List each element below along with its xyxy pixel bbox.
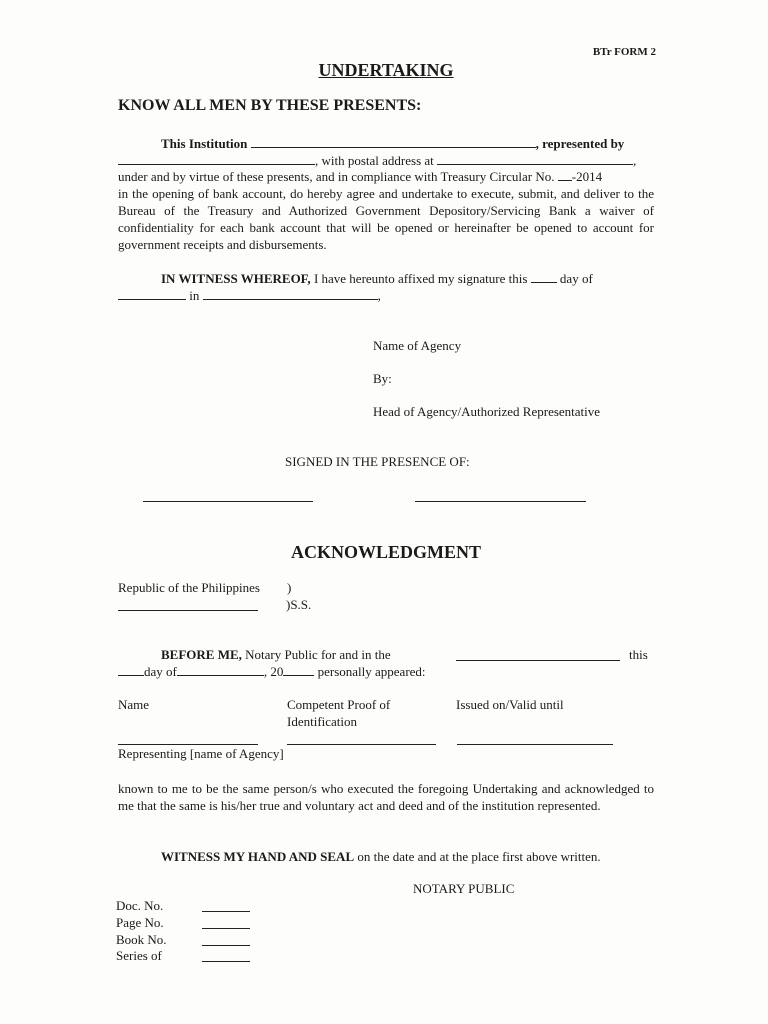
place-comma: , — [377, 288, 381, 303]
witness-whereof-line — [161, 270, 593, 287]
republic-label: Republic of the Philippines — [118, 580, 260, 595]
head-of-agency-label: Head of Agency/Authorized Representative — [373, 404, 601, 419]
book-no-blank[interactable] — [202, 945, 250, 946]
col-proof-label-2: Identification — [287, 714, 358, 729]
appearance-year-blank[interactable] — [283, 663, 314, 676]
notary-public-label: NOTARY PUBLIC — [413, 881, 515, 896]
personally-appeared-label: personally appeared: — [317, 664, 426, 679]
appearance-20: , 20 — [263, 664, 284, 679]
circular-number-blank[interactable] — [558, 168, 572, 181]
circular-text: under and by virtue of these presents, and in compliance with Treasury Circular No. — [118, 169, 555, 184]
representing-label: Representing [name of Agency] — [118, 746, 284, 761]
representative-blank[interactable] — [118, 152, 315, 165]
witness-hand-text: on the date and at the place first above written. — [354, 849, 601, 864]
doc-no-blank[interactable] — [202, 911, 250, 912]
witness-hand-label: WITNESS MY HAND AND SEAL — [161, 849, 355, 864]
acknowledgment-title: ACKNOWLEDGMENT — [290, 542, 481, 562]
name-of-agency-label: Name of Agency — [373, 338, 462, 353]
in-label: in — [189, 288, 200, 303]
witness-whereof-text: I have hereunto affixed my signature this — [310, 271, 528, 286]
circular-year: -2014 — [571, 169, 603, 184]
undertaking-body: in the opening of bank account, do hereby agree and undertake to execute, submit, and deliver to the Bureau of the Treasury and Authorized Government Depository/Servicing Bank a waiver of confidentiality for each bank account that will be opened or hereinafter be opened to account for government receipts and disbursements. — [118, 186, 654, 252]
col-proof-label-1: Competent Proof of — [287, 697, 391, 712]
month-blank[interactable] — [118, 287, 186, 300]
notary-place-line[interactable] — [456, 660, 620, 661]
doc-no-label: Doc. No. — [116, 898, 164, 913]
institution-name-blank[interactable] — [251, 135, 536, 148]
page-no-label: Page No. — [116, 915, 164, 930]
witness-1-signature-line[interactable] — [143, 501, 313, 502]
month-place-line — [118, 287, 381, 304]
appearance-day-of: day of — [144, 664, 177, 679]
this-institution-label: This Institution — [161, 136, 248, 151]
issued-valid-line[interactable] — [457, 744, 613, 745]
know-all-heading: KNOW ALL MEN BY THESE PRESENTS: — [118, 97, 422, 114]
by-label: By: — [373, 371, 392, 386]
witness-hand-line — [161, 848, 601, 865]
appearance-month-blank[interactable] — [177, 663, 264, 676]
venue-paren: ) — [287, 580, 292, 595]
appearance-day-blank[interactable] — [118, 663, 144, 676]
appearance-date-line — [118, 663, 426, 680]
before-me-line — [161, 646, 391, 663]
document-title: UNDERTAKING — [318, 60, 454, 80]
postal-address-blank[interactable] — [437, 152, 633, 165]
col-name-label: Name — [118, 697, 150, 712]
series-of-label: Series of — [116, 948, 162, 963]
postal-label: , with postal address at — [315, 153, 434, 168]
proof-id-line[interactable] — [287, 744, 436, 745]
witness-whereof-label: IN WITNESS WHEREOF, — [161, 271, 311, 286]
ss-label: )S.S. — [286, 597, 312, 612]
col-issued-label: Issued on/Valid until — [456, 697, 564, 712]
witness-2-signature-line[interactable] — [415, 501, 586, 502]
this-label: this — [629, 647, 648, 662]
page-no-blank[interactable] — [202, 928, 250, 929]
place-blank[interactable] — [203, 287, 378, 300]
day-blank[interactable] — [531, 270, 557, 283]
institution-line — [161, 135, 624, 152]
series-of-blank[interactable] — [202, 961, 250, 962]
before-me-label: BEFORE ME, — [161, 647, 242, 662]
signed-presence-label: SIGNED IN THE PRESENCE OF: — [285, 454, 470, 469]
known-paragraph: known to me to be the same person/s who executed the foregoing Undertaking and acknowledged to me that the same is his/her true and voluntary act and deed and of the institution represented. — [118, 781, 654, 813]
book-no-label: Book No. — [116, 932, 167, 947]
before-me-text: Notary Public for and in the — [241, 647, 391, 662]
represented-by-label: , represented by — [535, 136, 625, 151]
day-of-label: day of — [559, 271, 593, 286]
postal-comma: , — [633, 153, 637, 168]
form-code: BTr FORM 2 — [592, 46, 656, 58]
venue-city-line[interactable] — [118, 610, 258, 611]
circular-line — [118, 168, 602, 185]
postal-line — [118, 152, 636, 169]
